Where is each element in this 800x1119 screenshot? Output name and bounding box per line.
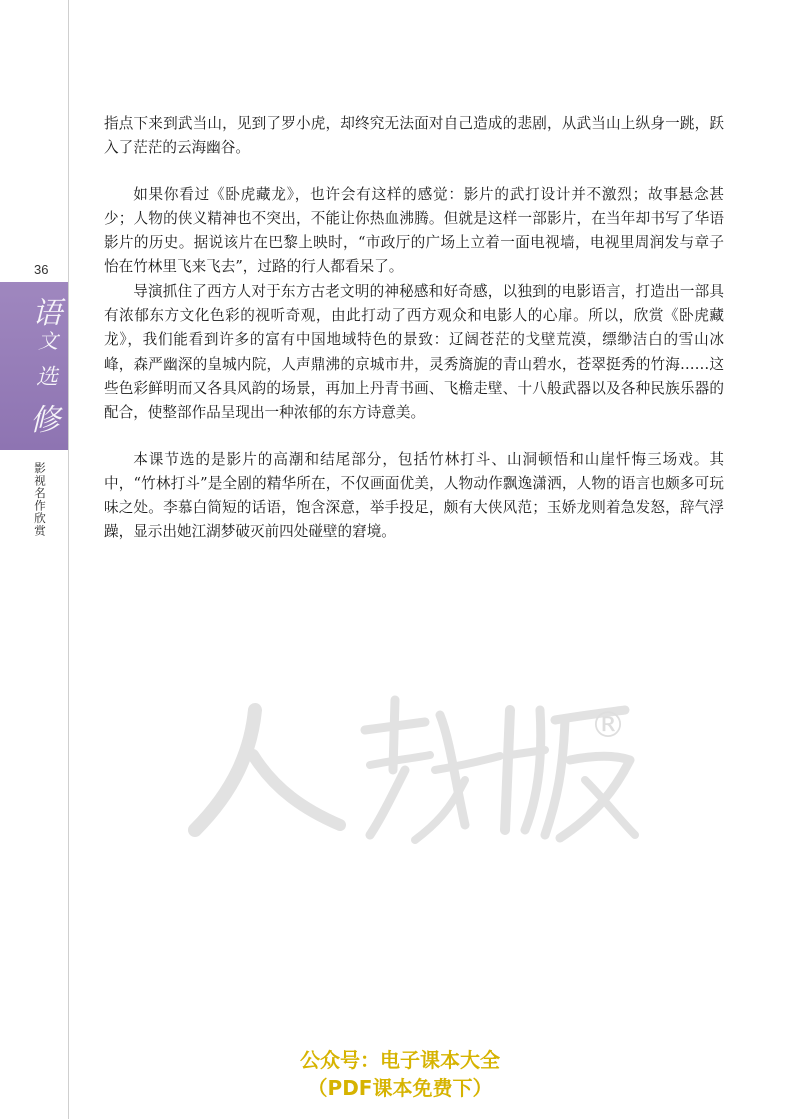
paragraph-1: 指点下来到武当山，见到了罗小虎，却终究无法面对自己造成的悲剧，从武当山上纵身一跳，跃入了茫茫的云海幽谷。 [104, 115, 724, 157]
paragraph-3: 导演抓住了西方人对于东方古老文明的神秘感和好奇感，以独到的电影语言，打造出一部具有浓郁东方文化色彩的视听奇观，由此打动了西方观众和电影人的心扉。所以，欣赏《卧虎藏龙》，我们能看到许多的富有中国地域特色的景致：辽阔苍茫的戈壁荒漠，缥缈洁白的雪山冰峰，森严幽深的皇城内院，人声鼎沸的京城市井，灵秀旖旎的青山碧水，苍翠挺秀的竹海……这些色彩鲜明而又各具风韵的场景，再加上丹青书画、飞檐走壁、十八般武器以及各种民族乐器的配合，使整部作品呈现出一种浓郁的东方诗意美。 [104, 282, 724, 422]
series-char-4: 修 [30, 403, 60, 438]
paragraph-4: 本课节选的是影片的高潮和结尾部分，包括竹林打斗、山洞顿悟和山崖忏悔三场戏。其中，“竹林打斗”是全剧的精华所在，不仅画面优美，人物动作飘逸潇洒，人物的语言也颇多可玩味之处。李慕白简短的话语，饱含深意，举手投足，颇有大侠风范；玉娇龙则着急发怒，辞气浮躁，显示出她江湖梦破灭前四处碰壁的窘境。 [104, 450, 724, 541]
series-char-1: 语 [32, 296, 62, 331]
publisher-watermark-logo [165, 660, 645, 860]
footer-public-account: 公众号：电子课本大全 [300, 1048, 500, 1072]
page-number: 36 [34, 262, 49, 277]
registered-mark: ® [590, 705, 626, 746]
body-text [104, 112, 724, 545]
footer-pdf-note: （PDF课本免费下） [307, 1076, 493, 1100]
watermark-calligraphy-icon [165, 660, 645, 860]
paragraph-2: 如果你看过《卧虎藏龙》，也许会有这样的感觉：影片的武打设计并不激烈；故事悬念甚少；人物的侠义精神也不突出，不能让你热血沸腾。但就是这样一部影片，在当年却书写了华语影片的历史。据说该片在巴黎上映时，“市政厅的广场上立着一面电视墙，电视里周润发与章子怡在竹林里飞来飞去”，过路的行人都看呆了。 [104, 185, 724, 276]
series-char-3: 选 [36, 365, 59, 390]
margin-divider-line [68, 0, 69, 1119]
series-char-2: 文 [38, 329, 58, 353]
section-title-vertical: 影视名作欣赏 [33, 462, 47, 537]
